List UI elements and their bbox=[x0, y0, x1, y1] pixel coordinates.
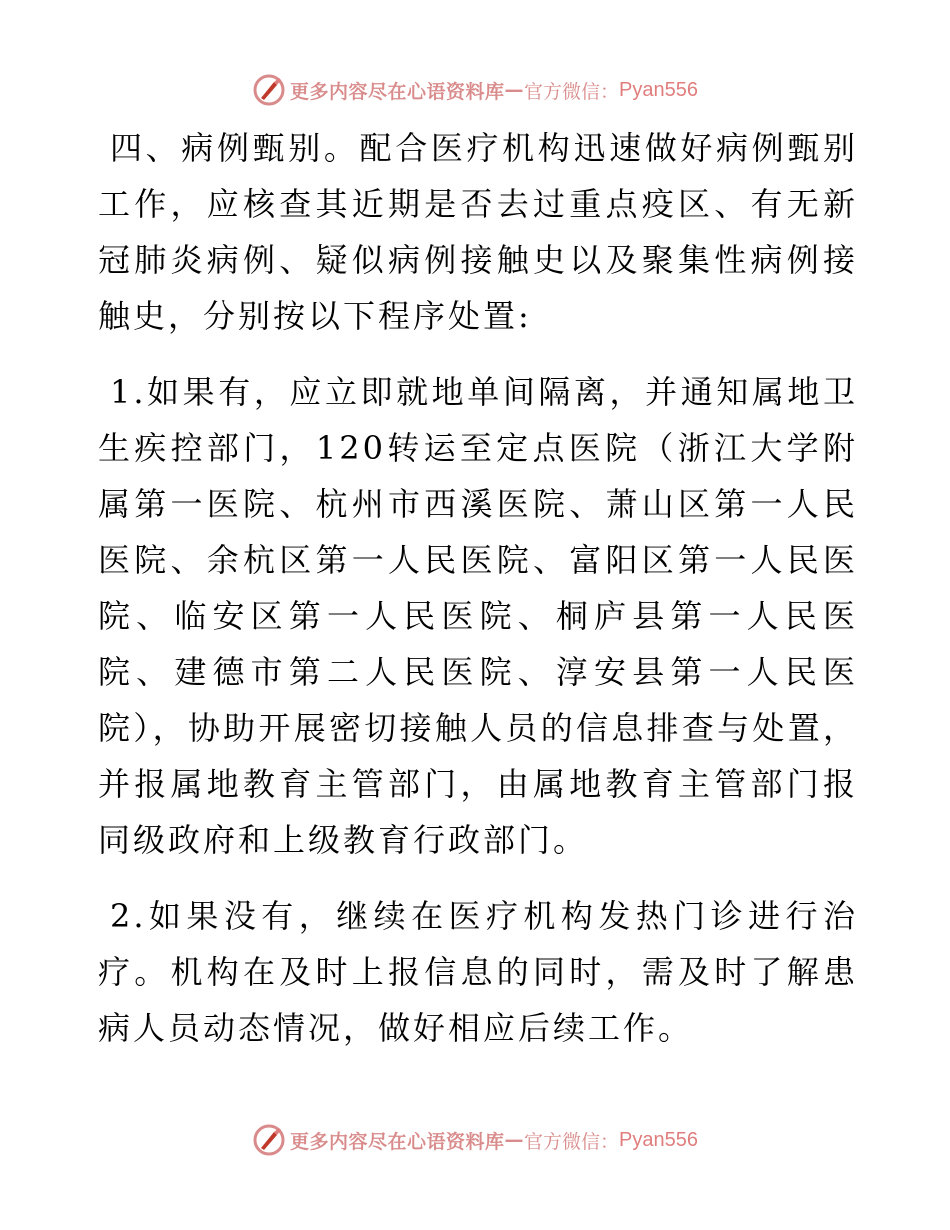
watermark-dash: — bbox=[504, 1129, 525, 1151]
watermark-footer bbox=[0, 1120, 950, 1160]
watermark-wechat-label: 官方微信： bbox=[524, 80, 620, 103]
watermark-dash: — bbox=[504, 79, 525, 101]
watermark-header bbox=[0, 70, 950, 110]
document-body bbox=[98, 120, 858, 1056]
paragraph-if-no: 2.如果没有，继续在医疗机构发热门诊进行治疗。机构在及时上报信息的同时，需及时了解患病人员动态情况，做好相应后续工作。 bbox=[98, 897, 858, 1047]
quill-logo-icon bbox=[252, 73, 286, 107]
watermark-wechat-id: Pyan556 bbox=[619, 78, 698, 101]
watermark-text: 更多内容尽在心语资料库 bbox=[290, 80, 505, 103]
quill-logo-icon bbox=[252, 1123, 286, 1157]
watermark-text: 更多内容尽在心语资料库 bbox=[290, 1130, 505, 1153]
watermark-wechat-id: Pyan556 bbox=[619, 1128, 698, 1151]
paragraph-case-screening: 四、病例甄别。配合医疗机构迅速做好病例甄别工作，应核查其近期是否去过重点疫区、有无新冠肺炎病例、疑似病例接触史以及聚集性病例接触史，分别按以下程序处置: bbox=[98, 129, 858, 335]
watermark-wechat-label: 官方微信： bbox=[524, 1130, 620, 1153]
paragraph-if-yes: 1.如果有，应立即就地单间隔离，并通知属地卫生疾控部门，120转运至定点医院（浙江大学附属第一医院、杭州市西溪医院、萧山区第一人民医院、余杭区第一人民医院、富阳区第一人民医院、临安区第一人民医院、桐庐县第一人民医院、建德市第二人民医院、淳安县第一人民医院），协助开展密切接触人员的信息排查与处置，并报属地教育主管部门，由属地教育主管部门报同级政府和上级教育行政部门。 bbox=[98, 373, 858, 859]
